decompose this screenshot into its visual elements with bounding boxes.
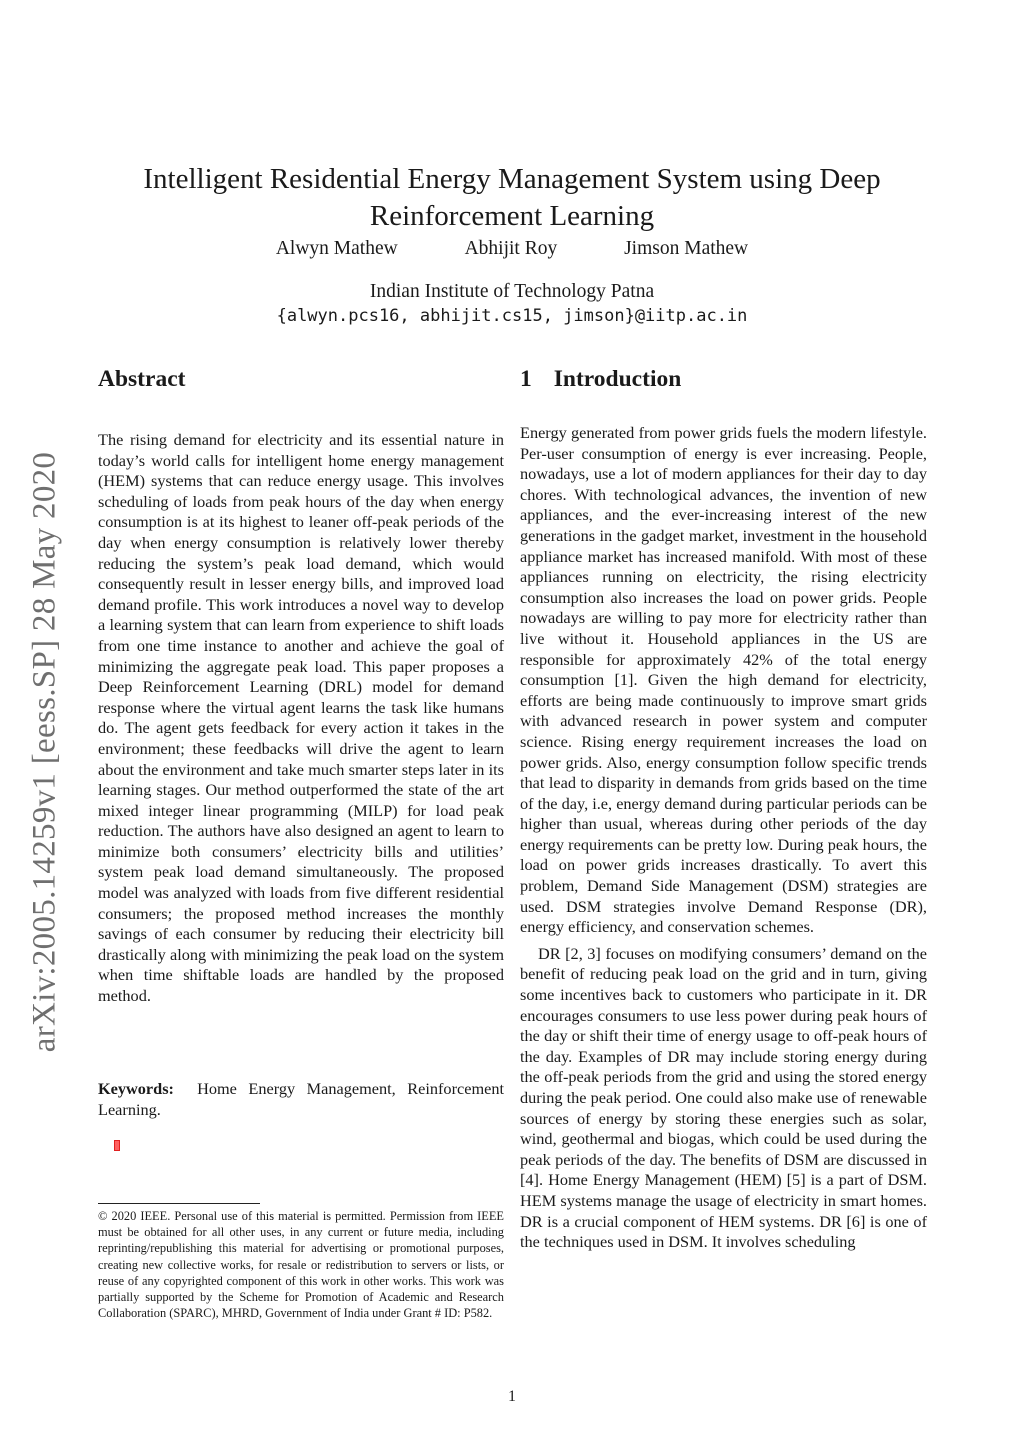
introduction-text [520,423,927,1253]
intro-paragraph-2: DR [2, 3] focuses on modifying consumers’ demand on the benefit of reducing peak load on the grid and in turn, giving some incentives back to customers who participate in it. DR encourages consumers to use less power during peak hours of the day or shift their time of energy usage to off-peak hours of the day. Examples of DR may include storing energy during the off-peak periods from the grid and using the stored energy during the peak period. One could also make use of renewable sources of energy by storing these energies such as solar, wind, geothermal and biogas, which could be used during the peak periods of the day. The benefits of DSM are discussed in [4]. Home Energy Management (HEM) [5] is a part of DSM. HEM systems manage the usage of electricity in smart homes. DR is a crucial component of HEM systems. DR [6] is one of the techniques used in DSM. It involves scheduling [520,943,927,1252]
paper-title: Intelligent Residential Energy Management System using Deep Reinforcement Learning [143,163,881,233]
link-marker-icon [114,1140,120,1151]
author-emails: {alwyn.pcs16, abhijit.cs15, jimson}@iitp.ac.in [276,306,748,326]
copyright-footnote [98,1208,504,1321]
footnote-text: © 2020 IEEE. Personal use of this material is permitted. Permission from IEEE must be obtained for all other uses, in any current or future media, including reprinting/republishing this material for advertising or promotional purposes, creating new collective works, for resale or redistribution to servers or lists, or reuse of any copyrighted component of this work in other works. This work was partially supported by the Scheme for Promotion of Academic and Research Collaboration (SPARC), MHRD, Government of India under Grant # ID: P582. [98,1209,504,1321]
author-name: Jimson Mathew [624,238,749,259]
arxiv-identifier-stamp: arXiv:2005.14259v1 [eess.SP] 28 May 2020 [26,451,63,1053]
introduction-heading [520,366,681,393]
section-number: 1 [520,366,532,392]
author-name: Alwyn Mathew [275,238,398,259]
author-name: Abhijit Roy [464,238,558,259]
author-list [0,238,1024,260]
page-number: 1 [508,1388,516,1405]
abstract-paragraph: The rising demand for electricity and its essential nature in today’s world calls for intelligent home energy management (HEM) systems that can reduce energy usage. This involves scheduling of loads from peak hours of the day when energy consumption is at its highest to leaner off-peak periods of the day when energy consumption is relatively lower thereby reducing the system’s peak load demand, which would consequently result in lesser energy bills, and improved load demand profile. This work introduces a novel way to develop a learning system that can learn from experience to shift loads from one time instance to another and achieve the goal of minimizing the aggregate peak load. This paper proposes a Deep Reinforcement Learning (DRL) model for demand response where the virtual agent learns the task like humans do. The agent gets feedback for every action it takes in the environment; these feedbacks will drive the agent to learn about the environment and take much smarter steps later in its learning stages. Our method outperformed the state of the art mixed integer linear programming (MILP) for load peak reduction. The authors have also designed an agent to learn to minimize both consumers’ electricity bills and utilities’ system peak load demand simultaneously. The proposed model was analyzed with loads from five different residential consumers; the proposed method increases the monthly savings of each consumer by reducing their electricity bill drastically along with minimizing the peak load on the system when time shiftable loads are handled by the proposed method. [98,430,504,1006]
abstract-text [98,430,504,1007]
keywords [98,1079,504,1120]
keywords-label: Keywords: [98,1079,174,1098]
affiliation: Indian Institute of Technology Patna [369,281,655,302]
section-title: Introduction [553,366,682,392]
footnote-divider [98,1203,260,1204]
intro-paragraph-1: Energy generated from power grids fuels the modern lifestyle. Per-user consumption of energy is ever increasing. People, nowadays, use a lot of modern appliances for their day to day chores. With technological advances, the invention of new appliances, and the ever-increasing interest of the new generations in the gadget market, investment in the household appliance market has increased manifold. With most of these appliances running on electricity, the rising electricity consumption also increases the load on power grids. People nowadays are willing to pay more for electricity rather than live without it. Household appliances in the US are responsible for approximately 42% of the total energy consumption [1]. Given the high demand for electricity, efforts are being made continuously to improve smart grids with advanced research in power system and computer science. Rising energy requirement increases the load on power grids. Also, energy consumption follow specific trends that lead to disparity in demands from grids based on the time of the day, i.e, energy demand during particular periods can be higher than usual, whereas during other periods of the day energy requirements can be pretty low. During peak hours, the load on power grids increases drastically. To avert this problem, Demand Side Management (DSM) strategies are used. DSM strategies involve Demand Response (DR), energy efficiency, and conservation schemes. [520,423,927,937]
abstract-heading: Abstract [98,366,186,392]
keywords-text: Home Energy Management, Reinforcement Learning. [98,1079,505,1119]
